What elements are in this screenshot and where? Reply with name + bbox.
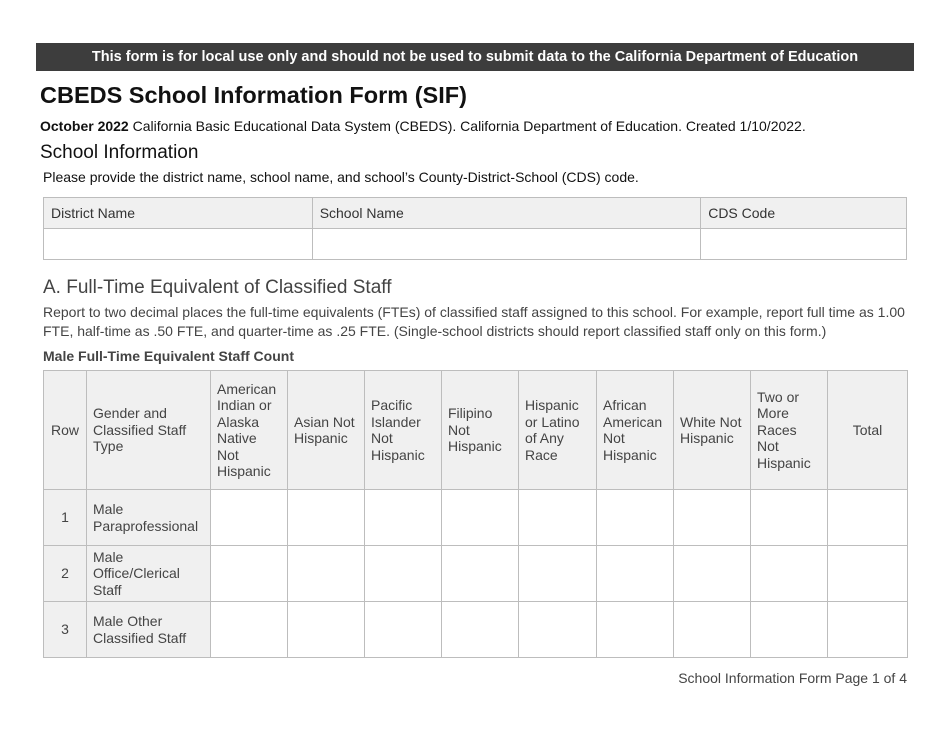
table-row bbox=[44, 602, 908, 658]
section-a-heading: A. Full-Time Equivalent of Classified Staff bbox=[43, 277, 392, 298]
school-name-field[interactable] bbox=[312, 229, 701, 260]
table-row bbox=[44, 490, 908, 546]
school-info-table bbox=[43, 197, 907, 260]
col-header-african-american: African American Not Hispanic bbox=[597, 371, 674, 490]
school-info-instruction: Please provide the district name, school name, and school’s County-District-School (CDS) code. bbox=[43, 169, 639, 185]
page-footer: School Information Form Page 1 of 4 bbox=[678, 670, 907, 686]
fte-input-cell[interactable] bbox=[519, 602, 597, 658]
col-header-hispanic: Hispanic or Latino of Any Race bbox=[519, 371, 597, 490]
district-name-header: District Name bbox=[44, 198, 313, 229]
row-number: 2 bbox=[44, 546, 87, 602]
col-header-asian: Asian Not Hispanic bbox=[288, 371, 365, 490]
district-name-field[interactable] bbox=[44, 229, 313, 260]
form-date: October 2022 bbox=[40, 118, 129, 134]
fte-input-cell[interactable] bbox=[751, 602, 828, 658]
fte-total-cell[interactable] bbox=[828, 546, 908, 602]
fte-input-cell[interactable] bbox=[365, 602, 442, 658]
fte-input-cell[interactable] bbox=[751, 490, 828, 546]
fte-input-cell[interactable] bbox=[674, 602, 751, 658]
col-header-total: Total bbox=[828, 371, 908, 490]
cds-code-header: CDS Code bbox=[701, 198, 907, 229]
row-label: Male Paraprofessional bbox=[87, 490, 211, 546]
fte-input-cell[interactable] bbox=[597, 602, 674, 658]
fte-input-cell[interactable] bbox=[288, 546, 365, 602]
fte-input-cell[interactable] bbox=[365, 490, 442, 546]
fte-input-cell[interactable] bbox=[597, 490, 674, 546]
fte-input-cell[interactable] bbox=[365, 546, 442, 602]
fte-total-cell[interactable] bbox=[828, 602, 908, 658]
local-use-banner: This form is for local use only and should not be used to submit data to the California Department of Education bbox=[36, 43, 914, 71]
col-header-filipino: Filipino Not Hispanic bbox=[442, 371, 519, 490]
form-source-text: California Basic Educational Data System (CBEDS). California Department of Education. Created 1/10/2022. bbox=[128, 118, 806, 134]
male-fte-subheading: Male Full-Time Equivalent Staff Count bbox=[43, 348, 294, 364]
school-info-heading: School Information bbox=[40, 142, 199, 163]
col-header-pacific-islander: Pacific Islander Not Hispanic bbox=[365, 371, 442, 490]
row-number: 3 bbox=[44, 602, 87, 658]
col-header-staff-type: Gender and Classified Staff Type bbox=[87, 371, 211, 490]
fte-input-cell[interactable] bbox=[211, 546, 288, 602]
table-row bbox=[44, 546, 908, 602]
col-header-row: Row bbox=[44, 371, 87, 490]
fte-input-cell[interactable] bbox=[597, 546, 674, 602]
fte-input-cell[interactable] bbox=[288, 490, 365, 546]
row-number: 1 bbox=[44, 490, 87, 546]
fte-input-cell[interactable] bbox=[211, 602, 288, 658]
male-fte-table bbox=[43, 370, 908, 658]
cds-code-field[interactable] bbox=[701, 229, 907, 260]
fte-input-cell[interactable] bbox=[288, 602, 365, 658]
fte-input-cell[interactable] bbox=[442, 546, 519, 602]
row-label: Male Other Classified Staff bbox=[87, 602, 211, 658]
col-header-white: White Not Hispanic bbox=[674, 371, 751, 490]
fte-input-cell[interactable] bbox=[442, 602, 519, 658]
col-header-american-indian: American Indian or Alaska Native Not Hispanic bbox=[211, 371, 288, 490]
fte-input-cell[interactable] bbox=[211, 490, 288, 546]
section-a-instructions: Report to two decimal places the full-time equivalents (FTEs) of classified staff assigned to this school. For example, report full time as 1.00 FTE, half-time as .50 FTE, and quarter-time as .25 FTE. (Single-school districts should report classified staff only on this form.) bbox=[43, 304, 905, 339]
fte-total-cell[interactable] bbox=[828, 490, 908, 546]
fte-input-cell[interactable] bbox=[519, 546, 597, 602]
school-name-header: School Name bbox=[312, 198, 701, 229]
fte-input-cell[interactable] bbox=[751, 546, 828, 602]
fte-input-cell[interactable] bbox=[519, 490, 597, 546]
row-label: Male Office/Clerical Staff bbox=[87, 546, 211, 602]
page-title: CBEDS School Information Form (SIF) bbox=[40, 82, 467, 108]
col-header-two-or-more: Two or More Races Not Hispanic bbox=[751, 371, 828, 490]
form-subline bbox=[40, 118, 806, 134]
fte-input-cell[interactable] bbox=[674, 546, 751, 602]
fte-input-cell[interactable] bbox=[674, 490, 751, 546]
fte-input-cell[interactable] bbox=[442, 490, 519, 546]
